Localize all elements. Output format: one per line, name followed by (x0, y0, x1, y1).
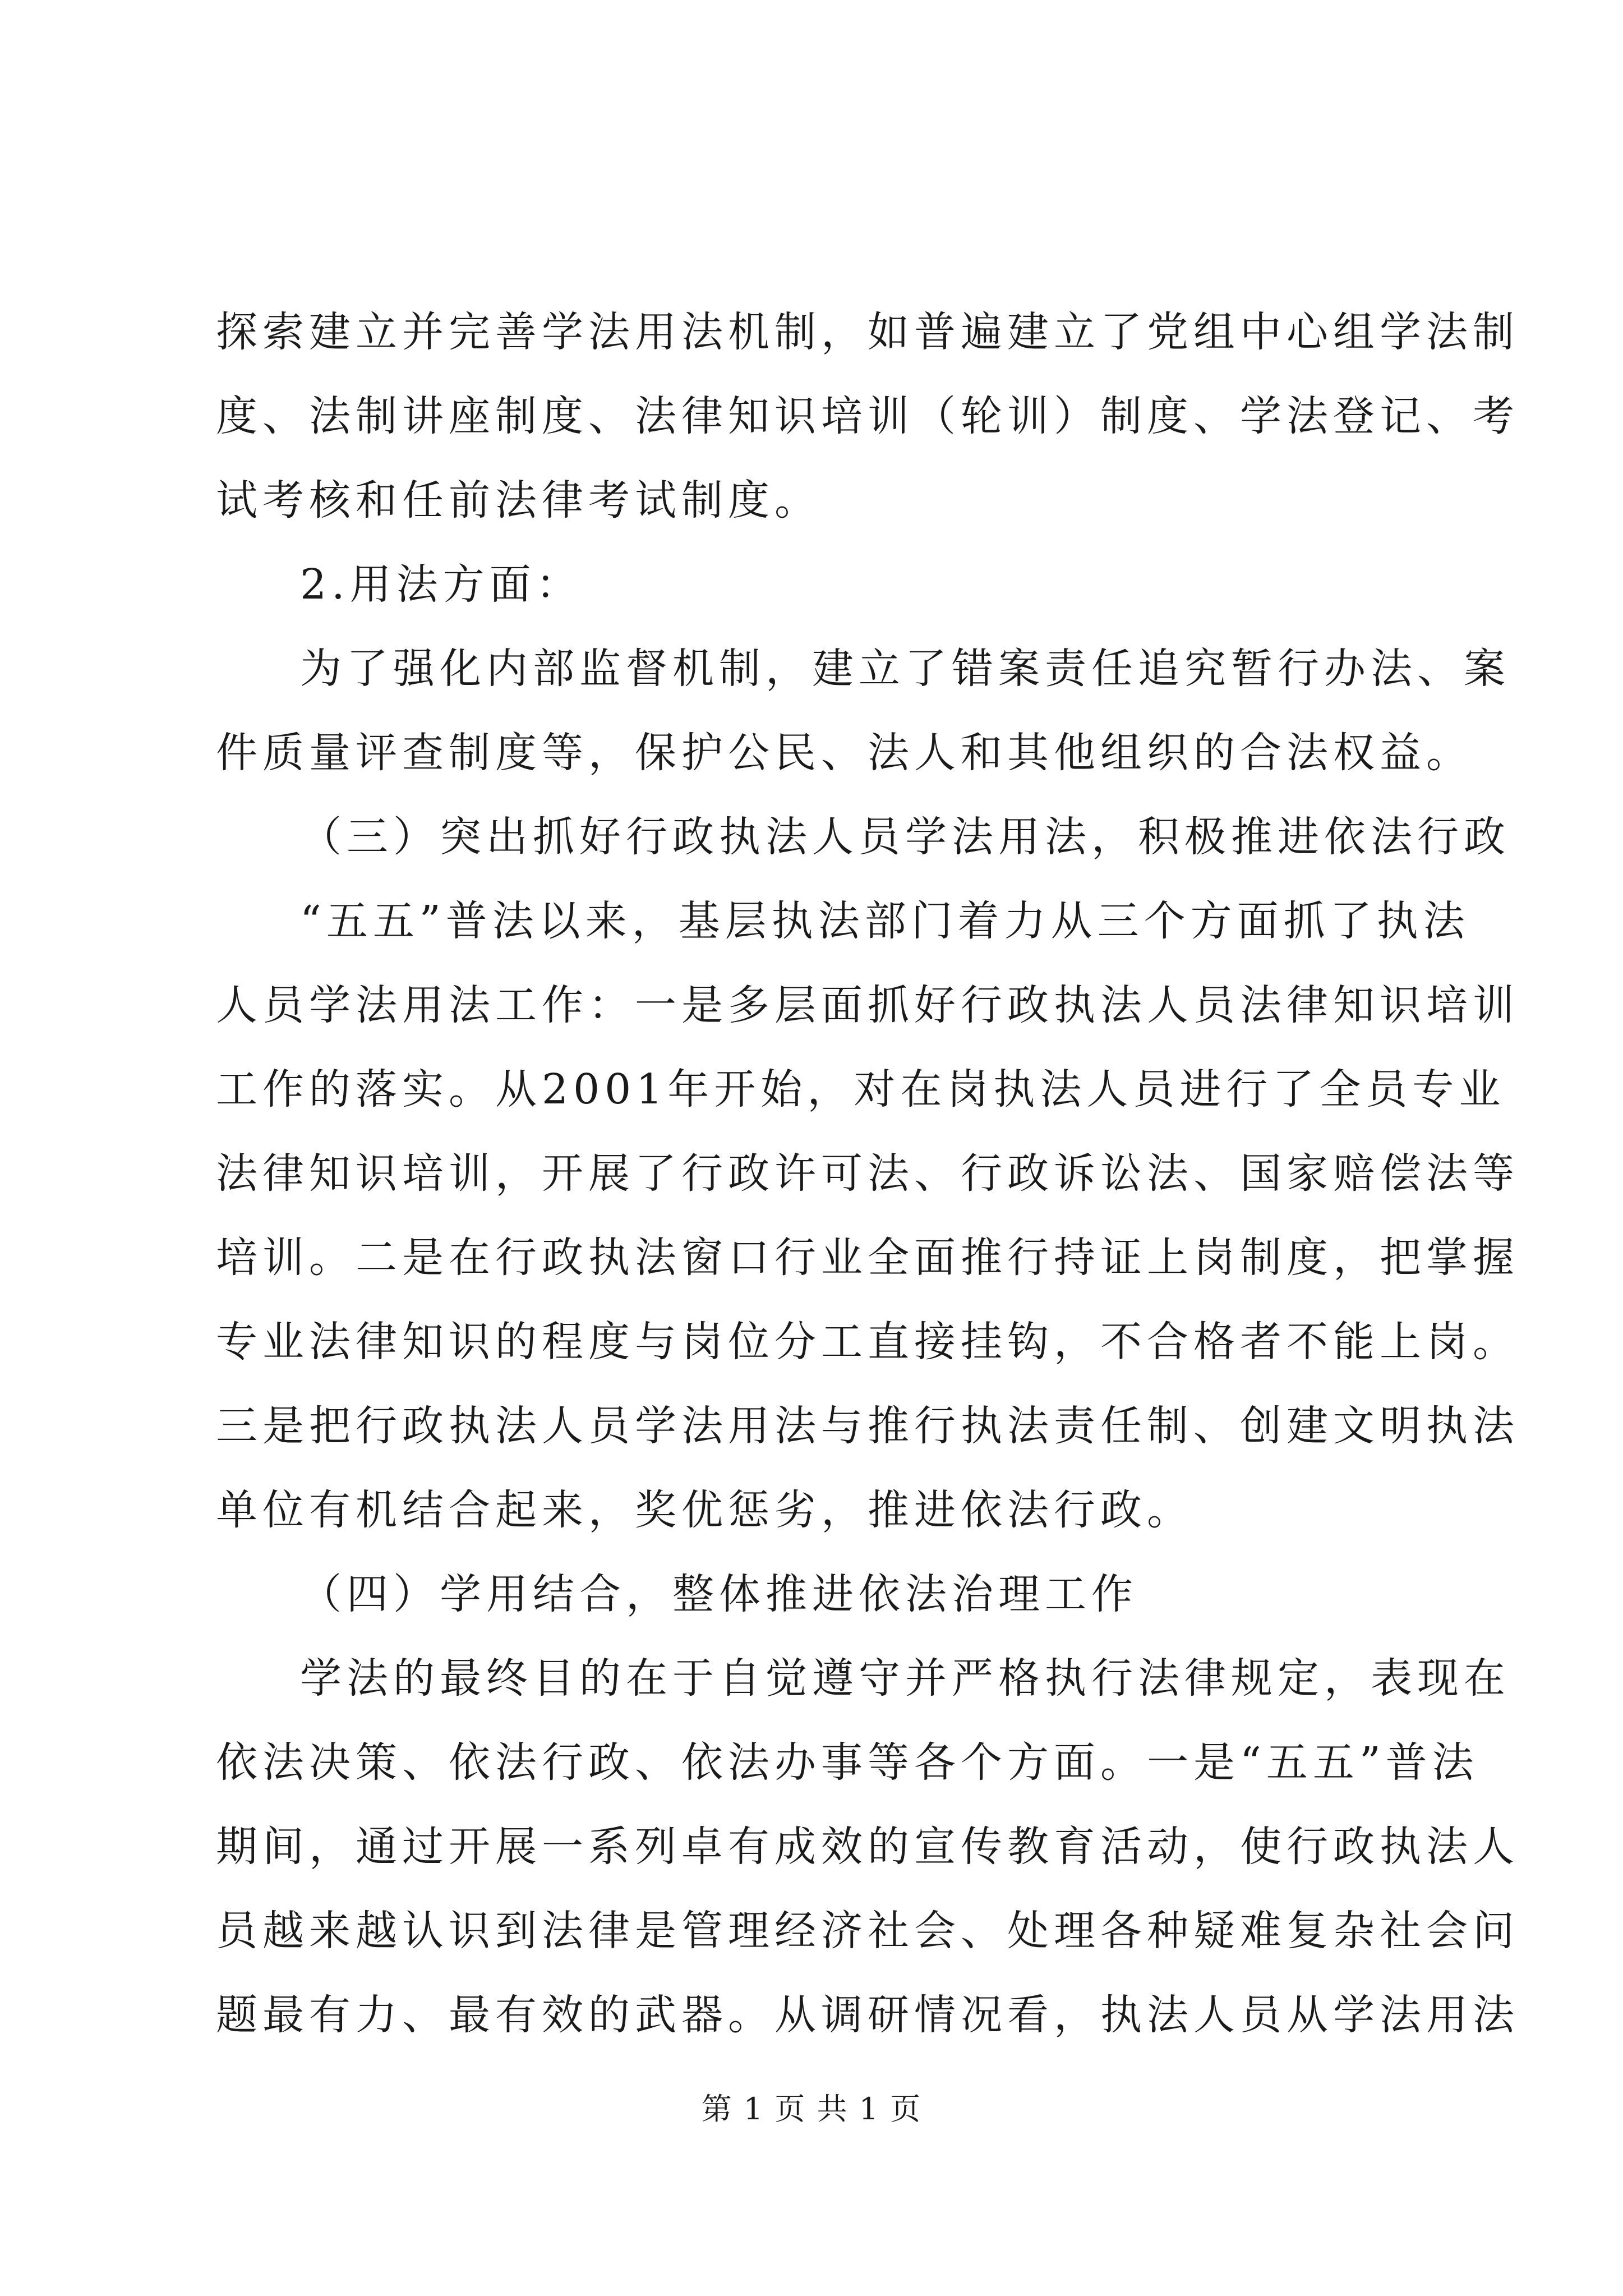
body-line: 专业法律知识的程度与岗位分工直接挂钩，不合格者不能上岗。 (216, 1318, 1519, 1366)
page-footer: 第 1 页 共 1 页 (701, 2091, 922, 2127)
body-line: 为了强化内部监督机制，建立了错案责任追究暂行办法、案 (300, 645, 1510, 693)
body-line: 工作的落实。从2001年开始，对在岗执法人员进行了全员专业 (216, 1065, 1506, 1114)
body-line: 员越来越认识到法律是管理经济社会、处理各种疑难复杂社会问 (216, 1907, 1519, 1955)
body-line: 法律知识培训，开展了行政许可法、行政诉讼法、国家赔偿法等 (216, 1149, 1519, 1198)
body-line: 三是把行政执法人员学法用法与推行执法责任制、创建文明执法 (216, 1402, 1519, 1450)
body-line: 探索建立并完善学法用法机制，如普遍建立了党组中心组学法制 (216, 308, 1519, 356)
section-heading: （四）学用结合，整体推进依法治理工作 (300, 1570, 1138, 1618)
body-line: 题最有力、最有效的武器。从调研情况看，执法人员从学法用法 (216, 1991, 1519, 2039)
body-line: 培训。二是在行政执法窗口行业全面推行持证上岗制度，把掌握 (216, 1234, 1519, 1282)
body-line: 件质量评查制度等，保护公民、法人和其他组织的合法权益。 (216, 729, 1473, 777)
body-line: 度、法制讲座制度、法律知识培训（轮训）制度、学法登记、考 (216, 392, 1519, 440)
body-line: 人员学法用法工作：一是多层面抓好行政执法人员法律知识培训 (216, 981, 1519, 1029)
body-line: 试考核和任前法律考试制度。 (216, 476, 821, 524)
body-line: 期间，通过开展一系列卓有成效的宣传教育活动，使行政执法人 (216, 1823, 1519, 1871)
body-line: 学法的最终目的在于自觉遵守并严格执行法律规定，表现在 (300, 1654, 1510, 1703)
section-heading: 2.用法方面： (300, 560, 583, 609)
body-line: 单位有机结合起来，奖优惩劣，推进依法行政。 (216, 1486, 1193, 1534)
body-line: “五五”普法以来，基层执法部门着力从三个方面抓了执法 (300, 897, 1470, 945)
section-heading: （三）突出抓好行政执法人员学法用法，积极推进依法行政 (300, 813, 1510, 861)
body-line: 依法决策、依法行政、依法办事等各个方面。一是“五五”普法 (216, 1738, 1479, 1787)
